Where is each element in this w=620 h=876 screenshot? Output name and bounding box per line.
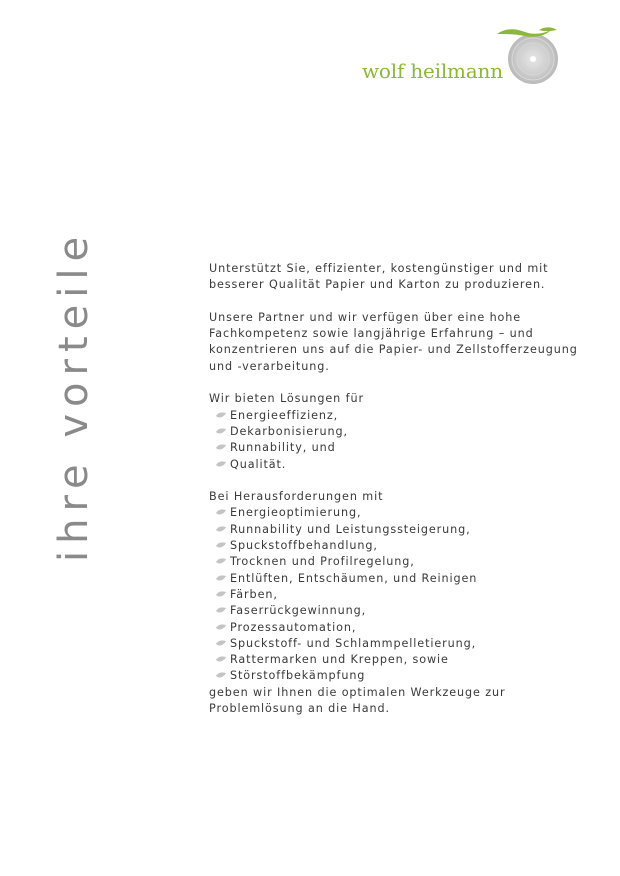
list-item [209,554,589,570]
list-item [209,440,589,456]
leaf-bullet-icon [216,672,226,680]
list-item [209,652,589,668]
leaf-bullet-icon [216,526,226,534]
list-item-label: Störstoffbekämpfung [230,669,366,683]
list-item [209,424,589,440]
list-item [209,505,589,521]
list-item-label: Runnability und Leistungssteigerung, [230,522,471,536]
partners-line: Unsere Partner und wir verfügen über eine hohe [209,310,522,324]
partners-line: konzentrieren uns auf die Papier- und Zellstofferzeugung [209,343,578,357]
list-item-label: Entlüften, Entschäumen, und Reinigen [230,571,478,585]
leaf-bullet-icon [216,444,226,452]
leaf-bullet-icon [216,509,226,517]
leaf-bullet-icon [216,575,226,583]
challenges-list [209,505,589,684]
leaf-bullet-icon [216,428,226,436]
list-item-label: Trocknen und Profilregelung, [230,555,415,569]
list-item [209,457,589,473]
list-item [209,538,589,554]
solutions-list [209,408,589,473]
leaf-bullet-icon [216,607,226,615]
partners-line: und -verarbeitung. [209,359,330,373]
list-item-label: Spuckstoff- und Schlammpelletierung, [230,636,477,650]
closing-line: Problemlösung an die Hand. [209,702,390,716]
logo-wordmark: wolf heilmann [362,59,503,83]
leaf-bullet-icon [216,624,226,632]
solutions-heading: Wir bieten Lösungen für [209,392,364,406]
list-item-label: Runnability, und [230,441,336,455]
list-item-label: Faserrückgewinnung, [230,604,367,618]
list-item [209,522,589,538]
side-title: ihre vorteile [51,229,97,562]
leaf-bullet-icon [216,656,226,664]
benefits-text [209,261,589,717]
list-item-label: Färben, [230,587,278,601]
intro-line: besserer Qualität Papier und Karton zu produzieren. [209,278,546,292]
list-item-label: Rattermarken und Kreppen, sowie [230,653,449,667]
closing-line: geben wir Ihnen die optimalen Werkzeuge zur [209,685,506,699]
list-item [209,571,589,587]
leaf-bullet-icon [216,558,226,566]
leaf-bullet-icon [216,591,226,599]
challenges-heading: Bei Herausforderungen mit [209,490,384,504]
list-item [209,603,589,619]
list-item [209,636,589,652]
leaf-bullet-icon [216,412,226,420]
list-item [209,408,589,424]
leaf-bullet-icon [216,542,226,550]
list-item-label: Qualität. [230,457,287,471]
partners-line: Fachkompetenz sowie langjährige Erfahrung – und [209,327,534,341]
list-item-label: Prozessautomation, [230,620,357,634]
list-item [209,587,589,603]
leaf-bullet-icon [216,461,226,469]
list-item-label: Energieoptimierung, [230,506,362,520]
leaf-bullet-icon [216,640,226,648]
paper-roll-icon [495,26,565,88]
list-item-label: Spuckstoffbehandlung, [230,539,378,553]
list-item [209,668,589,684]
list-item [209,620,589,636]
company-logo [355,26,565,96]
intro-line: Unterstützt Sie, effizienter, kostengünstiger und mit [209,262,549,275]
list-item-label: Energieeffizienz, [230,408,339,422]
list-item-label: Dekarbonisierung, [230,424,348,438]
